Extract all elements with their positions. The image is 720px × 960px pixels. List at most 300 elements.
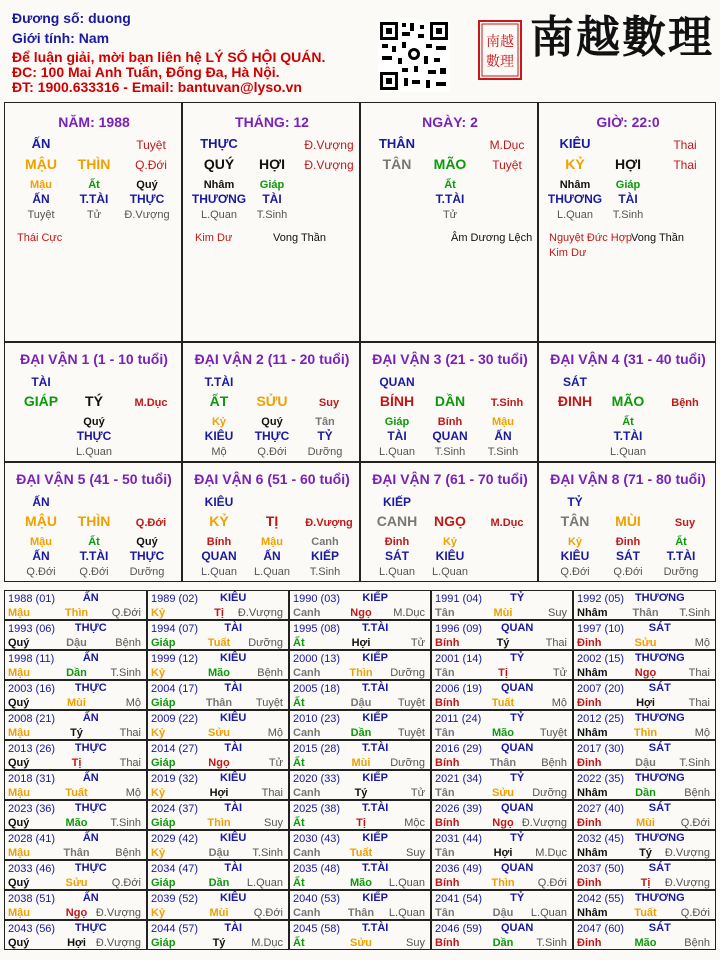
- year-cell[interactable]: [147, 710, 289, 740]
- year-branch: Dậu: [350, 697, 372, 709]
- pillar-stem: QUÝ: [203, 156, 235, 172]
- dai-van-branch: THÌN: [77, 513, 111, 529]
- dai-van-branch: NGỌ: [434, 513, 466, 529]
- pillar-stem: TÂN: [382, 156, 412, 172]
- year-cell[interactable]: [4, 590, 147, 620]
- year-state: Đ.Vượng: [95, 937, 141, 949]
- year-label: 1998 (11): [8, 653, 55, 665]
- dai-van-3[interactable]: [360, 342, 538, 462]
- year-branch: Thìn: [207, 817, 231, 829]
- year-cell[interactable]: [4, 920, 147, 950]
- hidden-stem: Đinh: [384, 536, 410, 548]
- hidden-state: L.Quan: [556, 209, 594, 221]
- year-cell[interactable]: [4, 770, 147, 800]
- hidden-god: T.TÀI: [435, 192, 465, 206]
- year-branch: Tý: [212, 937, 226, 949]
- year-state: T.Sinh: [252, 847, 283, 859]
- year-cell[interactable]: [431, 710, 573, 740]
- year-god: T.TÀI: [362, 862, 389, 874]
- dai-van-god: KIÊU: [204, 495, 234, 509]
- pillar-2: [182, 102, 360, 342]
- year-stem: Kỷ: [151, 907, 166, 919]
- year-branch: Thân: [63, 847, 90, 859]
- year-branch: Tý: [354, 787, 368, 799]
- year-god: THỰC: [74, 862, 107, 874]
- year-stem: Giáp: [151, 697, 176, 709]
- hidden-god: SÁT: [385, 549, 409, 563]
- year-god: T.TÀI: [362, 802, 389, 814]
- year-state: Q.Đới: [680, 907, 710, 919]
- year-cell[interactable]: [289, 830, 431, 860]
- hidden-state: L.Quan: [378, 446, 416, 458]
- year-branch: Dần: [492, 937, 514, 949]
- year-branch: Dần: [208, 877, 230, 889]
- year-label: 2001 (14): [435, 653, 483, 665]
- year-branch: Dần: [350, 727, 372, 739]
- year-cell[interactable]: [4, 890, 147, 920]
- year-state: Đ.Vượng: [237, 607, 283, 619]
- year-god: THƯƠNG: [634, 832, 685, 844]
- pillar-branch: HỢI: [615, 156, 641, 172]
- year-cell[interactable]: [289, 800, 431, 830]
- year-label: 2000 (13): [293, 653, 341, 665]
- hidden-god: ẤN: [494, 429, 512, 443]
- year-state: M.Dục: [251, 937, 283, 949]
- year-branch: Mão: [350, 877, 372, 889]
- year-stem: Quý: [8, 877, 30, 889]
- year-cell[interactable]: [431, 860, 573, 890]
- year-branch: Thìn: [349, 667, 373, 679]
- year-branch: Dậu: [208, 847, 230, 859]
- year-label: 2024 (37): [151, 803, 199, 815]
- year-label: 1988 (01): [8, 593, 56, 605]
- year-god: TÀI: [224, 862, 243, 874]
- year-branch: Tý: [496, 637, 510, 649]
- dai-van-stem: ẤT: [209, 393, 229, 409]
- year-god: TÀI: [224, 922, 243, 934]
- year-stem: Kỷ: [151, 787, 166, 799]
- year-state: Dưỡng: [248, 637, 283, 649]
- year-cell[interactable]: [147, 590, 289, 620]
- dai-van-state: M.Dục: [134, 397, 168, 409]
- year-stem: Canh: [293, 727, 321, 739]
- dai-van-1[interactable]: [4, 342, 182, 462]
- phone-email[interactable]: ĐT: 1900.633316 - Email: bantuvan@lyso.vn: [12, 79, 302, 95]
- year-stem: Kỷ: [151, 607, 166, 619]
- year-god: TỶ: [510, 652, 525, 664]
- year-state: Thai: [119, 727, 141, 739]
- year-stem: Mậu: [8, 727, 30, 739]
- year-stem: Tân: [435, 847, 455, 859]
- year-label: 2017 (30): [577, 743, 625, 755]
- year-god: SÁT: [648, 682, 671, 694]
- year-state: Mộc: [404, 817, 425, 829]
- dai-van-5[interactable]: [4, 462, 182, 582]
- hidden-god: ẤN: [32, 192, 50, 206]
- year-stem: Ất: [293, 637, 305, 649]
- year-cell[interactable]: [573, 650, 716, 680]
- hidden-state: Dưỡng: [663, 566, 699, 578]
- year-stem: Giáp: [151, 637, 176, 649]
- year-state: Suy: [548, 607, 567, 619]
- pillar-god: KIÊU: [559, 136, 591, 151]
- year-branch: Tị: [71, 757, 82, 769]
- hidden-god: T.TÀI: [666, 549, 696, 563]
- year-cell[interactable]: [289, 740, 431, 770]
- hidden-state: Tử: [86, 209, 102, 221]
- hidden-state: Dưỡng: [129, 566, 165, 578]
- dai-van-stem: KỶ: [209, 513, 229, 529]
- year-cell[interactable]: [573, 800, 716, 830]
- hidden-state: L.Quan: [609, 446, 647, 458]
- year-god: THỰC: [74, 742, 107, 754]
- hidden-state: Q.Đới: [26, 566, 56, 578]
- year-stem: Canh: [293, 847, 321, 859]
- year-branch: Thìn: [64, 607, 89, 619]
- year-cell[interactable]: [147, 860, 289, 890]
- year-stem: Nhâm: [577, 847, 608, 859]
- year-label: 2003 (16): [8, 683, 56, 695]
- year-cell[interactable]: [4, 740, 147, 770]
- year-cell[interactable]: [573, 770, 716, 800]
- year-state: Đ.Vượng: [664, 847, 710, 859]
- year-label: 1993 (06): [8, 623, 56, 635]
- year-label: 2042 (55): [577, 893, 625, 905]
- year-cell[interactable]: [147, 800, 289, 830]
- year-cell[interactable]: [431, 590, 573, 620]
- header: [0, 0, 720, 100]
- year-god: KIẾP: [362, 652, 389, 664]
- year-cell[interactable]: [4, 800, 147, 830]
- year-god: THỰC: [74, 682, 107, 694]
- dai-van-2[interactable]: [182, 342, 360, 462]
- hidden-stem: Mậu: [30, 179, 52, 191]
- year-cell[interactable]: [431, 620, 573, 650]
- hidden-god: ẤN: [263, 549, 281, 563]
- year-cell[interactable]: [4, 710, 147, 740]
- year-god: T.TÀI: [362, 622, 389, 634]
- year-stem: Nhâm: [577, 787, 608, 799]
- dai-van-branch: TÝ: [85, 393, 103, 409]
- year-state: L.Quan: [530, 907, 567, 919]
- year-branch: Dậu: [492, 907, 514, 919]
- year-state: L.Quan: [246, 877, 283, 889]
- year-state: Bệnh: [115, 847, 141, 859]
- dai-van-title: ĐẠI VẬN 7 (61 - 70 tuổi): [372, 471, 528, 487]
- year-label: 2023 (36): [8, 803, 56, 815]
- year-stem: Canh: [293, 667, 321, 679]
- year-cell[interactable]: [289, 620, 431, 650]
- year-branch: Thìn: [491, 877, 515, 889]
- year-state: Q.Đới: [111, 877, 141, 889]
- year-god: SÁT: [648, 862, 671, 874]
- year-label: 2039 (52): [151, 893, 199, 905]
- pillar-state: Đ.Vượng: [304, 158, 354, 172]
- star-left: Kim Dư: [195, 232, 233, 244]
- year-cell[interactable]: [147, 680, 289, 710]
- year-god: ẤN: [82, 832, 99, 844]
- dai-van-state: M.Dục: [490, 517, 524, 529]
- year-state: Tử: [410, 637, 425, 649]
- dai-van-god: ẤN: [32, 495, 50, 509]
- pillar-state-label: Tuyệt: [136, 138, 166, 152]
- hidden-stem: Nhâm: [559, 179, 591, 191]
- year-stem: Quý: [8, 757, 30, 769]
- year-god: ẤN: [82, 592, 99, 604]
- dai-van-state: T.Sinh: [490, 397, 524, 409]
- year-state: T.Sinh: [679, 757, 710, 769]
- dai-van-state: Đ.Vượng: [305, 517, 353, 529]
- year-cell[interactable]: [573, 740, 716, 770]
- year-label: 2040 (53): [293, 893, 341, 905]
- dai-van-title: ĐẠI VẬN 6 (51 - 60 tuổi): [194, 471, 350, 487]
- year-cell[interactable]: [289, 710, 431, 740]
- year-stem: Quý: [8, 817, 30, 829]
- year-label: 2034 (47): [151, 863, 199, 875]
- dai-van-branch: MÙI: [615, 513, 641, 529]
- year-stem: Bính: [435, 757, 460, 769]
- year-state: Bệnh: [115, 637, 141, 649]
- year-god: THỰC: [74, 802, 107, 814]
- year-branch: Mão: [634, 937, 657, 949]
- year-state: Tuyệt: [397, 727, 425, 739]
- year-cell[interactable]: [289, 590, 431, 620]
- year-state: Mộ: [267, 727, 283, 739]
- year-branch: Tý: [70, 727, 83, 739]
- year-god: KIÊU: [220, 832, 247, 844]
- year-state: Tuyệt: [539, 727, 567, 739]
- year-cell[interactable]: [573, 680, 716, 710]
- year-branch: Dậu: [635, 757, 656, 769]
- hidden-stem: Ất: [675, 536, 687, 548]
- year-god: TÀI: [224, 682, 243, 694]
- hidden-god: TÀI: [262, 192, 282, 206]
- year-branch: Tuất: [634, 907, 657, 919]
- year-branch: Tuất: [349, 847, 373, 859]
- hidden-stem: Quý: [261, 416, 283, 428]
- year-cell[interactable]: [147, 650, 289, 680]
- year-state: Mộ: [125, 787, 141, 799]
- year-cell[interactable]: [289, 770, 431, 800]
- year-cell[interactable]: [147, 770, 289, 800]
- year-branch: Mùi: [209, 907, 229, 919]
- year-state: Đ.Vượng: [95, 907, 141, 919]
- year-god: ẤN: [82, 712, 99, 724]
- year-god: KIÊU: [220, 892, 247, 904]
- hidden-god: QUAN: [432, 429, 468, 443]
- year-label: 2012 (25): [577, 713, 625, 725]
- year-state: Tuyệt: [255, 697, 283, 709]
- year-cell[interactable]: [147, 830, 289, 860]
- year-cell[interactable]: [147, 620, 289, 650]
- year-state: Thai: [261, 787, 283, 799]
- hidden-stem: Nhâm: [203, 179, 235, 191]
- year-label: 2028 (41): [8, 833, 56, 845]
- year-state: Dưỡng: [390, 667, 425, 679]
- hidden-god: TÀI: [618, 192, 638, 206]
- year-stem: Đinh: [577, 937, 602, 949]
- year-stem: Nhâm: [577, 907, 608, 919]
- year-state: M.Dục: [535, 847, 567, 859]
- year-state: Tử: [268, 757, 283, 769]
- dai-van-branch: DẦN: [434, 393, 466, 409]
- year-state: M.Dục: [393, 607, 425, 619]
- year-label: 1995 (08): [293, 623, 341, 635]
- year-label: 2002 (15): [577, 653, 625, 665]
- year-cell[interactable]: [4, 620, 147, 650]
- year-cell[interactable]: [431, 830, 573, 860]
- dai-van-state: Bệnh: [671, 397, 699, 409]
- pillar-stem: MẬU: [25, 156, 57, 172]
- year-state: Tuyệt: [397, 697, 425, 709]
- year-god: KIÊU: [220, 652, 247, 664]
- year-cell[interactable]: [289, 920, 431, 950]
- year-cell[interactable]: [147, 740, 289, 770]
- dai-van-6[interactable]: [182, 462, 360, 582]
- hidden-state: Mộ: [211, 446, 227, 458]
- year-cell[interactable]: [573, 590, 716, 620]
- hidden-god: THƯƠNG: [547, 192, 603, 206]
- year-state: Suy: [406, 847, 425, 859]
- year-god: ẤN: [82, 652, 99, 664]
- year-cell[interactable]: [147, 890, 289, 920]
- dai-van-state: Suy: [318, 397, 340, 409]
- hidden-state: T.Sinh: [487, 446, 519, 458]
- year-cell[interactable]: [573, 830, 716, 860]
- year-stem: Tân: [435, 907, 455, 919]
- year-branch: Tị: [356, 817, 366, 829]
- year-branch: Mão: [492, 727, 514, 739]
- year-label: 2013 (26): [8, 743, 56, 755]
- year-stem: Bính: [435, 877, 460, 889]
- dai-van-state: Q.Đới: [135, 517, 167, 529]
- dai-van-god: KIẾP: [382, 495, 412, 509]
- hidden-state: L.Quan: [253, 566, 291, 578]
- year-label: 2046 (59): [435, 923, 483, 935]
- year-cell[interactable]: [4, 830, 147, 860]
- year-cell[interactable]: [289, 860, 431, 890]
- year-cell[interactable]: [431, 890, 573, 920]
- pillar-title: NĂM: 1988: [58, 114, 130, 130]
- year-state: Mộ: [694, 637, 710, 649]
- year-cell[interactable]: [289, 680, 431, 710]
- year-label: 2036 (49): [435, 863, 483, 875]
- dai-van-title: ĐẠI VẬN 8 (71 - 80 tuổi): [550, 471, 706, 487]
- year-label: 2033 (46): [8, 863, 56, 875]
- year-god: SÁT: [648, 622, 671, 634]
- dai-van-stem: BÍNH: [379, 393, 415, 409]
- year-god: THƯƠNG: [634, 712, 685, 724]
- year-cell[interactable]: [431, 920, 573, 950]
- pillar-title: NGÀY: 2: [422, 114, 478, 130]
- year-label: 2018 (31): [8, 773, 56, 785]
- year-god: SÁT: [648, 742, 671, 754]
- year-stem: Giáp: [151, 937, 176, 949]
- year-stem: Đinh: [577, 697, 602, 709]
- year-cell[interactable]: [431, 800, 573, 830]
- year-cell[interactable]: [4, 860, 147, 890]
- hidden-stem: Kỷ: [442, 536, 458, 548]
- year-state: L.Quan: [388, 877, 425, 889]
- hidden-god: QUAN: [201, 549, 237, 563]
- dai-van-god: QUAN: [379, 375, 415, 389]
- hidden-stem: Giáp: [259, 179, 285, 191]
- year-cell[interactable]: [147, 920, 289, 950]
- year-stem: Đinh: [577, 757, 602, 769]
- year-god: T.TÀI: [362, 742, 389, 754]
- year-branch: Ngọ: [492, 817, 514, 829]
- year-stem: Kỷ: [151, 727, 166, 739]
- pillar-state-label: Đ.Vượng: [304, 138, 354, 152]
- year-cell[interactable]: [431, 650, 573, 680]
- year-cell[interactable]: [573, 620, 716, 650]
- year-branch: Hợi: [636, 697, 655, 709]
- year-branch: Mùi: [636, 817, 655, 829]
- year-cell[interactable]: [573, 920, 716, 950]
- year-cell[interactable]: [573, 890, 716, 920]
- year-label: 2044 (57): [151, 923, 199, 935]
- dai-van-god: SÁT: [563, 375, 587, 389]
- year-state: L.Quan: [388, 907, 425, 919]
- gender: Giới tính: Nam: [12, 30, 110, 46]
- year-cell[interactable]: [573, 860, 716, 890]
- year-cell[interactable]: [431, 680, 573, 710]
- year-label: 1989 (02): [151, 593, 199, 605]
- pillar-state: Thai: [673, 158, 697, 172]
- year-cell[interactable]: [431, 770, 573, 800]
- year-stem: Giáp: [151, 817, 176, 829]
- year-cell[interactable]: [289, 650, 431, 680]
- year-label: 2031 (44): [435, 833, 483, 845]
- dai-van-branch: TỊ: [265, 513, 279, 529]
- hidden-god: SÁT: [616, 549, 640, 563]
- year-state: Bệnh: [257, 667, 283, 679]
- pillar-god: THÂN: [378, 136, 416, 151]
- year-state: Bệnh: [541, 757, 567, 769]
- dai-van-4[interactable]: [538, 342, 716, 462]
- year-cell[interactable]: [431, 740, 573, 770]
- year-god: SÁT: [648, 802, 671, 814]
- year-god: THƯƠNG: [634, 652, 685, 664]
- hidden-stem: Ất: [444, 179, 456, 191]
- dai-van-branch: MÃO: [611, 393, 645, 409]
- hidden-state: Q.Đới: [79, 566, 109, 578]
- dai-van-title: ĐẠI VẬN 4 (31 - 40 tuổi): [550, 351, 706, 367]
- year-cell[interactable]: [573, 710, 716, 740]
- year-cell[interactable]: [289, 890, 431, 920]
- year-cell[interactable]: [4, 680, 147, 710]
- year-stem: Kỷ: [151, 667, 166, 679]
- year-god: SÁT: [648, 922, 671, 934]
- hidden-state: Q.Đới: [613, 566, 643, 578]
- year-label: 2022 (35): [577, 773, 625, 785]
- hidden-god: THỰC: [76, 429, 112, 443]
- year-god: THƯƠNG: [634, 892, 685, 904]
- dai-van-8[interactable]: [538, 462, 716, 582]
- year-stem: Ất: [293, 757, 305, 769]
- year-cell[interactable]: [4, 650, 147, 680]
- year-label: 2037 (50): [577, 863, 625, 875]
- year-label: 2047 (60): [577, 923, 625, 935]
- year-god: KIÊU: [220, 592, 247, 604]
- year-state: Q.Đới: [537, 877, 567, 889]
- dai-van-7[interactable]: [360, 462, 538, 582]
- hidden-god: THỰC: [254, 429, 290, 443]
- year-god: T.TÀI: [362, 682, 389, 694]
- year-label: 2020 (33): [293, 773, 341, 785]
- qr-code-icon[interactable]: [378, 20, 450, 92]
- year-stem: Quý: [8, 637, 30, 649]
